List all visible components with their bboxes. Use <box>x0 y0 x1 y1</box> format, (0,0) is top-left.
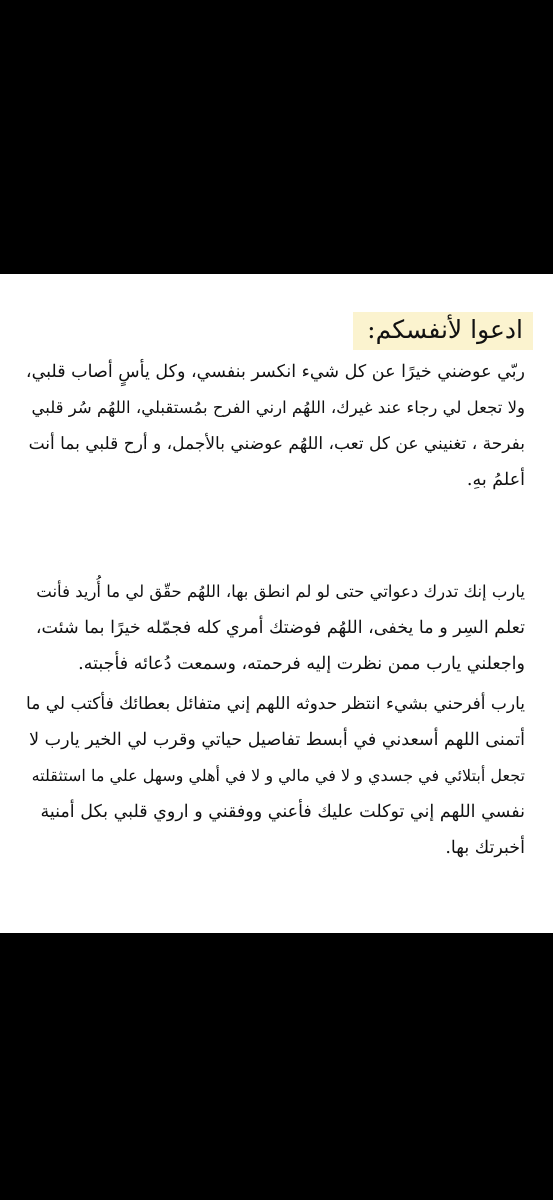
document-page <box>0 274 553 933</box>
text-line: ولا تجعل لي رجاء عند غيرك، اللهُم ارني الفرح بمُستقبلي، اللهُم سُر قلبي <box>31 398 525 417</box>
paragraph-1 <box>25 354 525 498</box>
heading-highlighted: ادعوا لأنفسكم: <box>353 312 533 350</box>
text-line: أعلمُ بهِ. <box>466 470 525 490</box>
text-line: تعلم السِر و ما يخفى، اللهُم فوضتك أمري كله فجمّله خيرًا بما شئت، <box>35 618 525 638</box>
text-line: ربّي عوضني خيرًا عن كل شيء انكسر بنفسي، وكل يأسٍ أصاب قلبي، <box>25 362 525 382</box>
text-line: بفرحة ، تغنيني عن كل تعب، اللهُم عوضني بالأجمل، و أرح قلبي بما أنت <box>28 434 525 454</box>
text-line: تجعل أبتلائي في جسدي و لا في مالي و لا في أهلي وسهل علي ما استثقلته <box>31 766 525 785</box>
text-line: يارب إنك تدرك دعواتي حتى لو لم انطق بها، اللهُم حقّق لي ما أُريد فأنت <box>36 582 525 601</box>
text-line: يارب أفرحني بشيء انتظر حدوثه اللهم إني متفائل بعطائك فأكتب لي ما <box>26 694 525 714</box>
paragraph-2 <box>25 574 525 682</box>
text-line: واجعلني يارب ممن نظرت إليه فرحمته، وسمعت دُعائه فأجبته. <box>78 654 525 674</box>
paragraph-3 <box>25 686 525 866</box>
text-line: أخبرتك بها. <box>445 838 525 858</box>
text-line: أتمنى اللهم أسعدني في أبسط تفاصيل حياتي وقرب لي الخير يارب لا <box>29 730 525 750</box>
text-line: نفسي اللهم إني توكلت عليك فأعني ووفقني و اروي قلبي بكل أمنية <box>40 802 525 822</box>
